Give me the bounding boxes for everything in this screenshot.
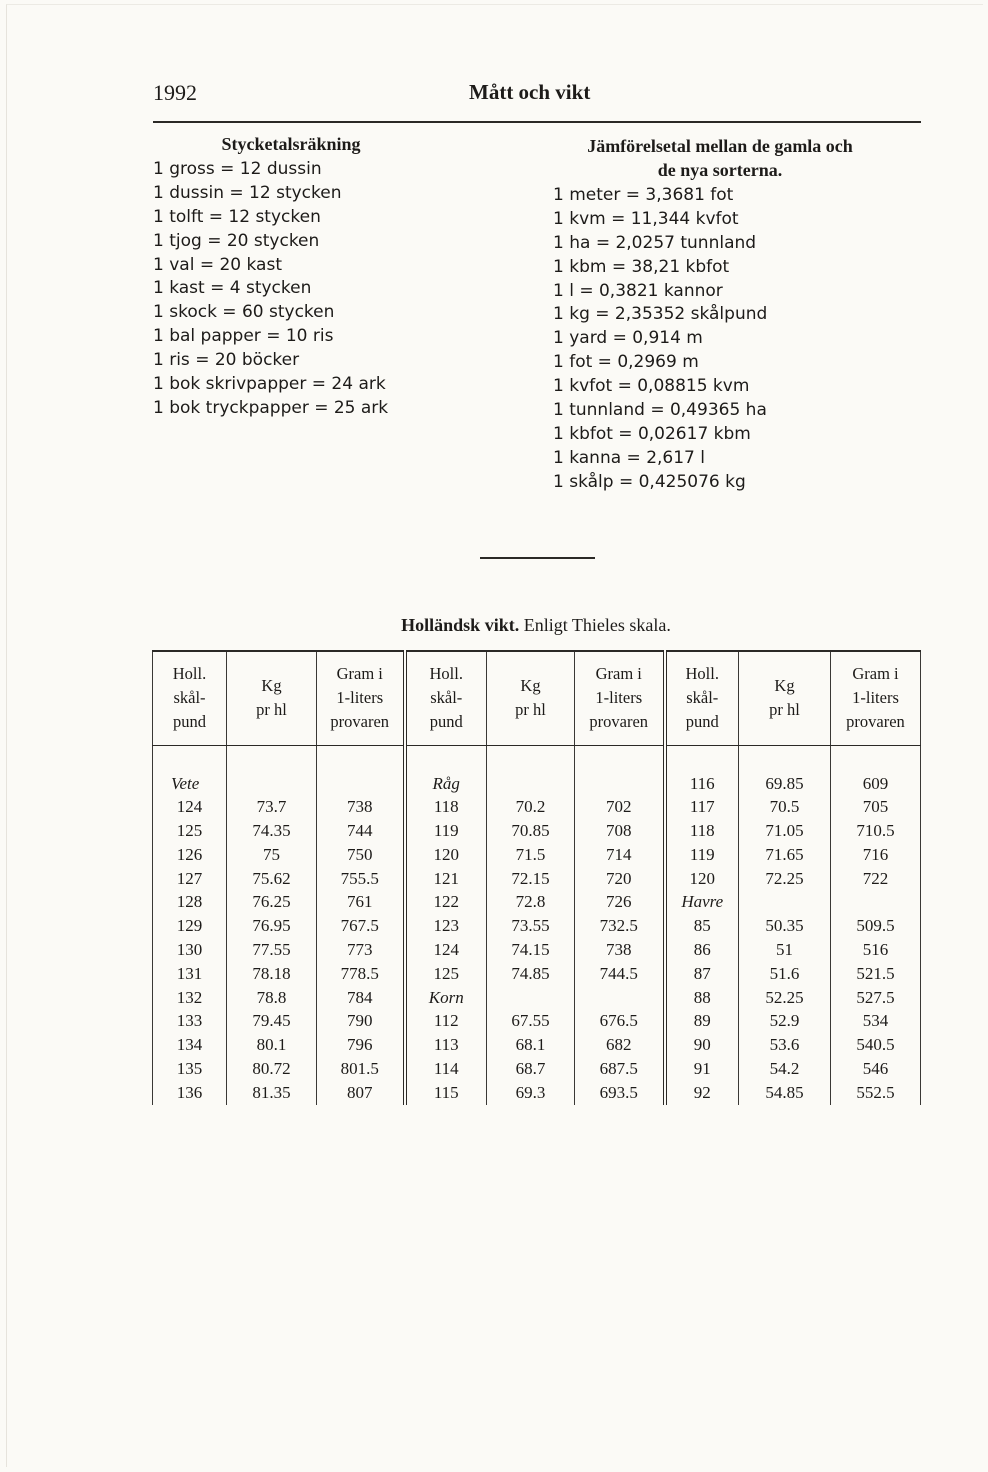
- table-cell: 676.5: [575, 1009, 665, 1033]
- table-cell: 720: [575, 867, 665, 891]
- stycketal-item: 1 val = 20 kast: [153, 254, 282, 275]
- table-cell: 113: [405, 1033, 487, 1057]
- table-cell: 801.5: [317, 1057, 405, 1081]
- table-cell: 132: [153, 986, 227, 1010]
- stycketal-item: 1 kast = 4 stycken: [153, 278, 312, 299]
- table-cell: 71.65: [739, 843, 831, 867]
- table-cell: 767.5: [317, 914, 405, 938]
- table-cell: 51: [739, 938, 831, 962]
- table-cell: 92: [665, 1081, 739, 1105]
- table-cell: 81.35: [227, 1081, 317, 1105]
- column-header-line: 1-liters: [336, 688, 384, 708]
- table-row: [153, 1057, 921, 1081]
- table-cell: 88: [665, 986, 739, 1010]
- table-cell: 70.2: [487, 795, 575, 819]
- table-cell: 135: [153, 1057, 227, 1081]
- table-cell: 86: [665, 938, 739, 962]
- stycketal-item: 1 tolft = 12 stycken: [153, 206, 321, 227]
- table-row: [153, 1081, 921, 1105]
- table-cell: 68.7: [487, 1057, 575, 1081]
- table-row: [153, 914, 921, 938]
- column-header-line: skål-: [686, 688, 719, 708]
- column-header-line: pund: [173, 712, 206, 732]
- running-title: Mått och vikt: [469, 80, 591, 104]
- column-header-line: skål-: [430, 688, 463, 708]
- table-cell: 552.5: [831, 1081, 921, 1105]
- table-cell: 790: [317, 1009, 405, 1033]
- table-cell: 77.55: [227, 938, 317, 962]
- jamforelse-item: 1 meter = 3,3681 fot: [553, 185, 734, 205]
- table-spacer-row: [153, 745, 921, 772]
- jamforelse-item: 1 kvfot = 0,08815 kvm: [553, 376, 750, 397]
- table-cell: 69.3: [487, 1081, 575, 1105]
- table-cell: 123: [405, 914, 487, 938]
- table-cell: [739, 890, 831, 914]
- table-cell: 710.5: [831, 819, 921, 843]
- table-cell: 687.5: [575, 1057, 665, 1081]
- table-row: [153, 986, 921, 1010]
- table-row: [153, 938, 921, 962]
- table-row: [153, 962, 921, 986]
- jamforelse-item: 1 kg = 2,35352 skålpund: [553, 304, 768, 325]
- column-header: [317, 651, 405, 745]
- table-cell: 540.5: [831, 1033, 921, 1057]
- stycketal-item: 1 bok tryckpapper = 25 ark: [153, 397, 389, 418]
- jamforelse-title: [535, 134, 905, 182]
- table-cell: 129: [153, 914, 227, 938]
- jamforelse-item: 1 ha = 2,0257 tunnland: [553, 232, 757, 253]
- jamforelse-item: 1 fot = 0,2969 m: [553, 352, 699, 373]
- table-row: [153, 1009, 921, 1033]
- table-cell: [487, 772, 575, 796]
- column-header-line: Kg: [774, 676, 795, 696]
- table-cell: 70.85: [487, 819, 575, 843]
- table-cell: 72.15: [487, 867, 575, 891]
- table-row: [153, 1033, 921, 1057]
- table-cell: 708: [575, 819, 665, 843]
- jamforelse-item: 1 kanna = 2,617 l: [553, 447, 705, 468]
- table-cell: 52.25: [739, 986, 831, 1010]
- table-cell: [831, 890, 921, 914]
- table-cell: 705: [831, 795, 921, 819]
- table-cell: 76.95: [227, 914, 317, 938]
- table-cell: 118: [405, 795, 487, 819]
- table-title-rest: Enligt Thieles skala.: [519, 615, 671, 635]
- table-cell: 534: [831, 1009, 921, 1033]
- column-header-line: pr hl: [515, 700, 546, 720]
- stycketal-title: Stycketalsräkning: [221, 134, 361, 154]
- stycketal-item: 1 tjog = 20 stycken: [153, 230, 320, 251]
- column-header-line: provaren: [589, 712, 649, 732]
- table-cell: [575, 986, 665, 1010]
- column-header-line: Holl.: [685, 664, 719, 684]
- table-cell: 72.8: [487, 890, 575, 914]
- table-cell: 79.45: [227, 1009, 317, 1033]
- table-cell: 71.5: [487, 843, 575, 867]
- column-header-line: pund: [685, 712, 719, 732]
- table-cell: 761: [317, 890, 405, 914]
- table-cell: 726: [575, 890, 665, 914]
- column-header-line: Gram i: [595, 664, 642, 684]
- stycketal-item: 1 skock = 60 stycken: [153, 302, 335, 323]
- table-row: [153, 867, 921, 891]
- table-cell: 116: [665, 772, 739, 796]
- column-header-line: skål-: [173, 688, 206, 708]
- table-cell: 796: [317, 1033, 405, 1057]
- table-cell: 126: [153, 843, 227, 867]
- column-header: [831, 651, 921, 745]
- table-row: [153, 843, 921, 867]
- table-cell: 122: [405, 890, 487, 914]
- table-cell: 527.5: [831, 986, 921, 1010]
- table-cell: 773: [317, 938, 405, 962]
- table-cell: 125: [153, 819, 227, 843]
- table-cell: 722: [831, 867, 921, 891]
- table-cell: [487, 986, 575, 1010]
- header-rule: [153, 121, 921, 123]
- column-header-line: pr hl: [256, 700, 287, 720]
- column-header-line: Holl.: [429, 664, 463, 684]
- table-row: [153, 772, 921, 796]
- stycketal-list: [153, 158, 453, 421]
- table-cell: 738: [317, 795, 405, 819]
- table-cell: 546: [831, 1057, 921, 1081]
- column-header: [487, 651, 575, 745]
- table-cell: 714: [575, 843, 665, 867]
- jamforelse-item: 1 yard = 0,914 m: [553, 328, 703, 349]
- jamforelse-item: 1 kbfot = 0,02617 kbm: [553, 423, 751, 444]
- table-cell: 74.35: [227, 819, 317, 843]
- jamforelse-title-line1: Jämförelsetal mellan de gamla och: [587, 136, 853, 156]
- table-title-bold: Holländsk vikt.: [401, 615, 520, 635]
- table-cell: 72.25: [739, 867, 831, 891]
- table-cell: 609: [831, 772, 921, 796]
- table-cell: 136: [153, 1081, 227, 1105]
- table-cell: 91: [665, 1057, 739, 1081]
- table-cell: 778.5: [317, 962, 405, 986]
- table-cell: [227, 772, 317, 796]
- table-cell: 521.5: [831, 962, 921, 986]
- section-divider: [480, 557, 595, 559]
- table-cell: 716: [831, 843, 921, 867]
- table-cell: 750: [317, 843, 405, 867]
- table-cell: 67.55: [487, 1009, 575, 1033]
- column-header: [405, 651, 487, 745]
- table-cell: 133: [153, 1009, 227, 1033]
- stycketal-item: 1 bal papper = 10 ris: [153, 326, 334, 347]
- table-cell: 744.5: [575, 962, 665, 986]
- table-cell: 121: [405, 867, 487, 891]
- table-cell: 75: [227, 843, 317, 867]
- table-cell: 87: [665, 962, 739, 986]
- jamforelse-item: 1 kvm = 11,344 kvfot: [553, 208, 739, 229]
- column-header-line: pund: [429, 712, 463, 732]
- table-row: [153, 819, 921, 843]
- jamforelse-item: 1 skålp = 0,425076 kg: [553, 471, 746, 492]
- table-cell: 120: [405, 843, 487, 867]
- jamforelse-item: 1 l = 0,3821 kannor: [553, 280, 723, 301]
- grain-label: Vete: [153, 772, 227, 796]
- table-cell: 119: [405, 819, 487, 843]
- column-header-line: Kg: [261, 676, 282, 696]
- table-cell: 744: [317, 819, 405, 843]
- column-header: [665, 651, 739, 745]
- table-cell: 124: [405, 938, 487, 962]
- table-cell: 53.6: [739, 1033, 831, 1057]
- table-cell: 74.85: [487, 962, 575, 986]
- column-header-line: Gram i: [336, 664, 383, 684]
- column-header: [153, 651, 227, 745]
- column-header-line: provaren: [846, 712, 905, 732]
- table-cell: 125: [405, 962, 487, 986]
- table-cell: 128: [153, 890, 227, 914]
- table-cell: 90: [665, 1033, 739, 1057]
- table-cell: 120: [665, 867, 739, 891]
- table-cell: 115: [405, 1081, 487, 1105]
- column-header-line: 1-liters: [852, 688, 899, 708]
- table-cell: 702: [575, 795, 665, 819]
- table-cell: 89: [665, 1009, 739, 1033]
- stycketal-section: [153, 132, 453, 421]
- table-cell: [317, 772, 405, 796]
- column-header-line: 1-liters: [595, 688, 643, 708]
- table-cell: 114: [405, 1057, 487, 1081]
- table-row: [153, 795, 921, 819]
- column-header: [739, 651, 831, 745]
- table-cell: 51.6: [739, 962, 831, 986]
- table-cell: 516: [831, 938, 921, 962]
- column-header-line: Gram i: [852, 664, 899, 684]
- table-cell: 74.15: [487, 938, 575, 962]
- table-cell: [575, 772, 665, 796]
- table-cell: 78.18: [227, 962, 317, 986]
- column-header-line: Kg: [520, 676, 541, 696]
- table-cell: 127: [153, 867, 227, 891]
- table-cell: 52.9: [739, 1009, 831, 1033]
- column-header-line: pr hl: [769, 700, 800, 720]
- table-row: [153, 890, 921, 914]
- table-cell: 693.5: [575, 1081, 665, 1105]
- table-cell: 784: [317, 986, 405, 1010]
- jamforelse-section: [553, 134, 923, 495]
- table-cell: 73.55: [487, 914, 575, 938]
- table-cell: 54.85: [739, 1081, 831, 1105]
- table-cell: 71.05: [739, 819, 831, 843]
- column-header: [575, 651, 665, 745]
- table-cell: 117: [665, 795, 739, 819]
- table-header-row: [153, 651, 921, 745]
- column-header-line: Holl.: [172, 664, 207, 684]
- table-cell: 118: [665, 819, 739, 843]
- page-number: 1992: [153, 80, 197, 105]
- table-cell: 134: [153, 1033, 227, 1057]
- table-cell: 131: [153, 962, 227, 986]
- table-cell: 76.25: [227, 890, 317, 914]
- stycketal-item: 1 ris = 20 böcker: [153, 350, 300, 371]
- table-cell: 509.5: [831, 914, 921, 938]
- jamforelse-item: 1 tunnland = 0,49365 ha: [553, 400, 767, 421]
- jamforelse-list: [553, 184, 923, 495]
- grain-label: Korn: [405, 986, 487, 1010]
- stycketal-item: 1 dussin = 12 stycken: [153, 182, 342, 203]
- table-cell: 124: [153, 795, 227, 819]
- stycketal-item: 1 bok skrivpapper = 24 ark: [153, 374, 386, 395]
- stycketal-item: 1 gross = 12 dussin: [153, 159, 322, 179]
- table-cell: 119: [665, 843, 739, 867]
- table-cell: 69.85: [739, 772, 831, 796]
- table-cell: 738: [575, 938, 665, 962]
- table-cell: 732.5: [575, 914, 665, 938]
- table-cell: 73.7: [227, 795, 317, 819]
- table-title: [150, 615, 922, 636]
- jamforelse-title-line2: de nya sorterna.: [657, 160, 783, 180]
- table-cell: 75.62: [227, 867, 317, 891]
- grain-label: Havre: [665, 890, 739, 914]
- table-cell: 70.5: [739, 795, 831, 819]
- table-cell: 54.2: [739, 1057, 831, 1081]
- table-cell: 50.35: [739, 914, 831, 938]
- table-cell: 682: [575, 1033, 665, 1057]
- table-cell: 68.1: [487, 1033, 575, 1057]
- table-cell: 80.1: [227, 1033, 317, 1057]
- table-cell: 112: [405, 1009, 487, 1033]
- hollandsk-vikt-table: [152, 650, 921, 1105]
- grain-label: Råg: [405, 772, 487, 796]
- table-cell: 130: [153, 938, 227, 962]
- table-cell: 78.8: [227, 986, 317, 1010]
- column-header-line: provaren: [330, 712, 390, 732]
- table-cell: 80.72: [227, 1057, 317, 1081]
- table-cell: 807: [317, 1081, 405, 1105]
- jamforelse-item: 1 kbm = 38,21 kbfot: [553, 256, 730, 277]
- column-header: [227, 651, 317, 745]
- page-header: [153, 80, 921, 110]
- table-cell: 85: [665, 914, 739, 938]
- table-cell: 755.5: [317, 867, 405, 891]
